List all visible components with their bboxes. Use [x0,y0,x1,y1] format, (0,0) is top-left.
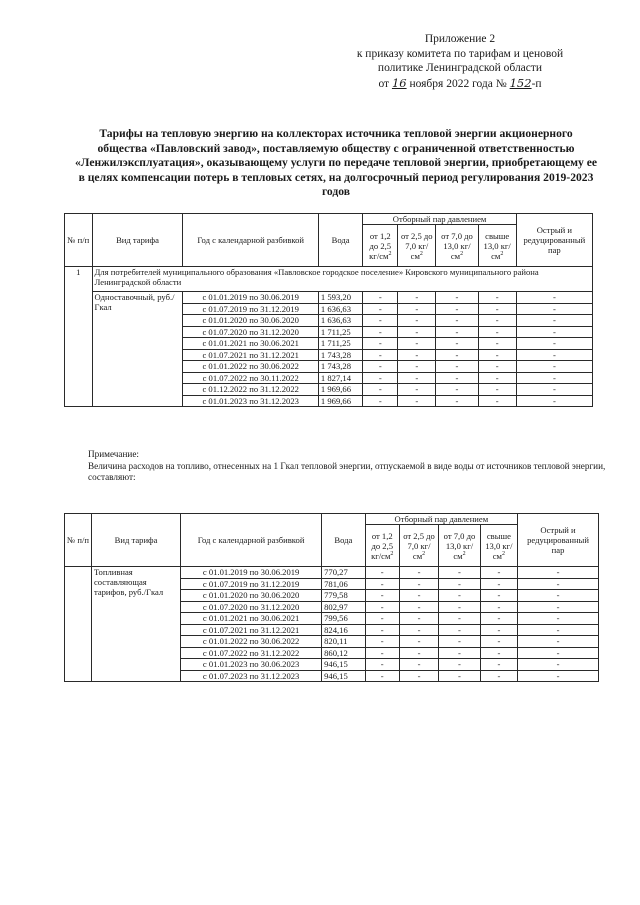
steam-4-value-cell: - [480,578,517,590]
col-period-header: Год с календарной разбивкой [181,514,322,567]
steam-3-value-cell: - [439,659,480,671]
water-value-cell: 1 711,25 [318,326,362,338]
sharp-steam-value-cell: - [516,384,592,396]
date-day: 16 [391,75,407,90]
steam-1-value-cell: - [365,647,399,659]
steam-2-value-cell: - [398,292,436,304]
col-period-header: Год с календарной разбивкой [183,214,318,267]
water-value-cell: 1 593,20 [318,292,362,304]
col-sharp-steam-header: Острый и редуцированный пар [516,214,592,267]
col-steam-1-header: от 1,2 до 2,5 $кг/см^2$ [365,525,399,567]
steam-2-value-cell: - [399,567,438,579]
water-value-cell: 802,97 [322,601,366,613]
water-value-cell: 1 743,28 [318,349,362,361]
steam-2-value-cell: - [398,349,436,361]
steam-3-value-cell: - [436,303,478,315]
water-value-cell: 1 743,28 [318,361,362,373]
sharp-steam-value-cell: - [516,395,592,407]
steam-3-value-cell: - [439,647,480,659]
order-number: 152 [509,75,532,90]
steam-2-value-cell: - [398,326,436,338]
steam-2-value-cell: - [399,613,438,625]
period-cell: с 01.01.2022 по 30.06.2022 [183,361,318,373]
steam-4-value-cell: - [478,372,516,384]
steam-3-value-cell: - [436,372,478,384]
table-body [65,267,593,407]
sharp-steam-value-cell: - [516,315,592,327]
steam-4-value-cell: - [478,292,516,304]
steam-3-value-cell: - [439,670,480,682]
sharp-steam-value-cell: - [518,624,599,636]
steam-1-value-cell: - [365,567,399,579]
col-steam-2-header: от 2,5 до 7,0 $кг/см^2$ [399,525,438,567]
steam-2-value-cell: - [398,372,436,384]
water-value-cell: 1 636,63 [318,303,362,315]
col-steam-group-header: Отборный пар давлением [363,214,516,225]
appendix-line: Приложение 2 [424,33,496,45]
steam-3-value-cell: - [439,567,480,579]
steam-1-value-cell: - [363,292,398,304]
steam-1-value-cell: - [363,384,398,396]
steam-2-value-cell: - [399,578,438,590]
steam-1-value-cell: - [365,613,399,625]
steam-1-value-cell: - [363,315,398,327]
period-cell: с 01.01.2022 по 30.06.2022 [181,636,322,648]
tariff-type-cell: Одноставочный, руб./Гкал [92,292,183,407]
steam-2-value-cell: - [399,601,438,613]
water-value-cell: 799,56 [322,613,366,625]
water-value-cell: 1 636,63 [318,315,362,327]
steam-4-value-cell: - [480,647,517,659]
steam-4-value-cell: - [480,590,517,602]
sharp-steam-value-cell: - [516,338,592,350]
steam-4-value-cell: - [478,395,516,407]
sharp-steam-value-cell: - [518,670,599,682]
sharp-steam-value-cell: - [518,613,599,625]
steam-1-value-cell: - [363,372,398,384]
period-cell: с 01.07.2022 по 31.12.2022 [181,647,322,659]
steam-4-value-cell: - [480,670,517,682]
period-cell: с 01.01.2019 по 30.06.2019 [181,567,322,579]
steam-3-value-cell: - [439,636,480,648]
period-cell: с 01.01.2021 по 30.06.2021 [181,613,322,625]
steam-2-value-cell: - [399,590,438,602]
steam-1-value-cell: - [365,624,399,636]
steam-2-value-cell: - [398,338,436,350]
sharp-steam-value-cell: - [518,636,599,648]
steam-2-value-cell: - [398,395,436,407]
appendix-line: к приказу комитета по тарифам и ценовой [356,47,564,60]
appendix-line: политике Ленинградской области [377,62,543,74]
water-value-cell: 820,11 [322,636,366,648]
steam-3-value-cell: - [436,338,478,350]
sharp-steam-value-cell: - [516,326,592,338]
col-tariff-type-header: Вид тарифа [91,514,180,567]
col-steam-3-header: от 7,0 до 13,0 $кг/см^2$ [436,225,478,267]
steam-4-value-cell: - [480,659,517,671]
steam-2-value-cell: - [399,624,438,636]
steam-2-value-cell: - [398,384,436,396]
table-body [65,567,599,682]
period-cell: с 01.07.2021 по 31.12.2021 [181,624,322,636]
steam-4-value-cell: - [478,338,516,350]
steam-4-value-cell: - [480,601,517,613]
sharp-steam-value-cell: - [516,303,592,315]
steam-2-value-cell: - [399,636,438,648]
sharp-steam-value-cell: - [516,372,592,384]
sharp-steam-value-cell: - [518,567,599,579]
water-value-cell: 824,16 [322,624,366,636]
steam-4-value-cell: - [480,624,517,636]
sharp-steam-value-cell: - [518,601,599,613]
col-steam-4-header: свыше 13,0 $кг/см^2$ [478,225,516,267]
steam-2-value-cell: - [398,315,436,327]
table-header [65,214,593,267]
period-cell: с 01.07.2020 по 31.12.2020 [181,601,322,613]
col-tariff-type-header: Вид тарифа [92,214,183,267]
steam-4-value-cell: - [480,613,517,625]
steam-4-value-cell: - [478,349,516,361]
steam-1-value-cell: - [363,349,398,361]
steam-4-value-cell: - [478,384,516,396]
document-title: Тарифы на тепловую энергию на коллекторах источника тепловой энергии акционерного общества «Павловский завод», поставляемую обществу с ограниченной ответственностью «Ленжилэксплуатация», оказывающему услуги по передаче тепловой энергии, приобретающему ее в целях компенсации потерь в тепловых сетях, на долгосрочный период регулирования 2019-2023 годов [74,127,597,199]
col-steam-group-header: Отборный пар давлением [365,514,517,525]
steam-2-value-cell: - [398,361,436,373]
period-cell: с 01.01.2019 по 30.06.2019 [183,292,318,304]
note-label: Примечание: [88,449,139,459]
steam-4-value-cell: - [480,567,517,579]
steam-3-value-cell: - [436,361,478,373]
col-sharp-steam-header: Острый и редуцированный пар [518,514,599,567]
sharp-steam-value-cell: - [516,349,592,361]
tariff-type-cell: Топливная составляющая тарифов, руб./Гкал [91,567,180,682]
steam-4-value-cell: - [478,303,516,315]
steam-3-value-cell: - [436,395,478,407]
steam-1-value-cell: - [363,361,398,373]
sharp-steam-value-cell: - [516,292,592,304]
steam-4-value-cell: - [478,315,516,327]
period-cell: с 01.01.2020 по 30.06.2020 [181,590,322,602]
water-value-cell: 1 969,66 [318,384,362,396]
water-value-cell: 1 711,25 [318,338,362,350]
water-value-cell: 781,06 [322,578,366,590]
steam-1-value-cell: - [363,395,398,407]
date-middle: ноября 2022 года № [409,77,507,90]
steam-3-value-cell: - [436,292,478,304]
water-value-cell: 946,15 [322,659,366,671]
steam-1-value-cell: - [365,670,399,682]
steam-1-value-cell: - [365,578,399,590]
period-cell: с 01.07.2022 по 30.11.2022 [183,372,318,384]
steam-3-value-cell: - [436,384,478,396]
steam-3-value-cell: - [436,315,478,327]
steam-1-value-cell: - [365,636,399,648]
steam-1-value-cell: - [365,590,399,602]
sharp-steam-value-cell: - [518,578,599,590]
col-steam-4-header: свыше 13,0 $кг/см^2$ [480,525,517,567]
period-cell: с 01.01.2021 по 30.06.2021 [183,338,318,350]
period-cell: с 01.01.2020 по 30.06.2020 [183,315,318,327]
period-cell: с 01.01.2023 по 31.12.2023 [183,395,318,407]
note [88,449,608,484]
period-cell: с 01.12.2022 по 31.12.2022 [183,384,318,396]
steam-1-value-cell: - [363,326,398,338]
sharp-steam-value-cell: - [516,361,592,373]
steam-2-value-cell: - [398,303,436,315]
steam-1-value-cell: - [363,303,398,315]
col-water-header: Вода [322,514,366,567]
water-value-cell: 1 827,14 [318,372,362,384]
table-row [65,567,599,579]
order-suffix: -п [531,77,542,90]
steam-4-value-cell: - [478,326,516,338]
steam-4-value-cell: - [480,636,517,648]
steam-3-value-cell: - [439,601,480,613]
steam-4-value-cell: - [478,361,516,373]
col-steam-1-header: от 1,2 до 2,5 $кг/см^2$ [363,225,398,267]
appendix-header [340,32,580,91]
date-prefix: от [378,77,390,90]
sharp-steam-value-cell: - [518,590,599,602]
water-value-cell: 1 969,66 [318,395,362,407]
order-date-line [340,76,580,92]
col-num-header: № п/п [65,214,93,267]
note-text: Величина расходов на топливо, отнесенных на 1 Гкал тепловой энергии, отпускаемой в виде воды от источников тепловой энергии, составляют: [88,460,606,482]
col-water-header: Вода [318,214,362,267]
sharp-steam-value-cell: - [518,647,599,659]
col-steam-3-header: от 7,0 до 13,0 $кг/см^2$ [439,525,480,567]
period-cell: с 01.07.2021 по 31.12.2021 [183,349,318,361]
water-value-cell: 779,58 [322,590,366,602]
period-cell: с 01.07.2023 по 31.12.2023 [181,670,322,682]
steam-3-value-cell: - [436,349,478,361]
steam-1-value-cell: - [365,601,399,613]
row-number-cell [65,567,92,682]
water-value-cell: 770,27 [322,567,366,579]
water-value-cell: 860,12 [322,647,366,659]
table-header [65,514,599,567]
tariff-table [64,213,593,407]
sharp-steam-value-cell: - [518,659,599,671]
period-cell: с 01.07.2020 по 31.12.2020 [183,326,318,338]
col-steam-2-header: от 2,5 до 7,0 $кг/см^2$ [398,225,436,267]
steam-3-value-cell: - [439,613,480,625]
fuel-component-table [64,513,599,682]
steam-1-value-cell: - [365,659,399,671]
period-cell: с 01.07.2019 по 31.12.2019 [181,578,322,590]
steam-3-value-cell: - [439,624,480,636]
period-cell: с 01.01.2023 по 30.06.2023 [181,659,322,671]
period-cell: с 01.07.2019 по 31.12.2019 [183,303,318,315]
steam-2-value-cell: - [399,647,438,659]
steam-3-value-cell: - [439,590,480,602]
steam-3-value-cell: - [439,578,480,590]
section-number: 1 [65,267,93,407]
col-num-header: № п/п [65,514,92,567]
table-row [65,292,593,304]
steam-3-value-cell: - [436,326,478,338]
steam-1-value-cell: - [363,338,398,350]
steam-2-value-cell: - [399,670,438,682]
steam-2-value-cell: - [399,659,438,671]
water-value-cell: 946,15 [322,670,366,682]
section-label: Для потребителей муниципального образования «Павловское городское поселение» Кировского муниципального района Ленинградской области [92,267,593,292]
